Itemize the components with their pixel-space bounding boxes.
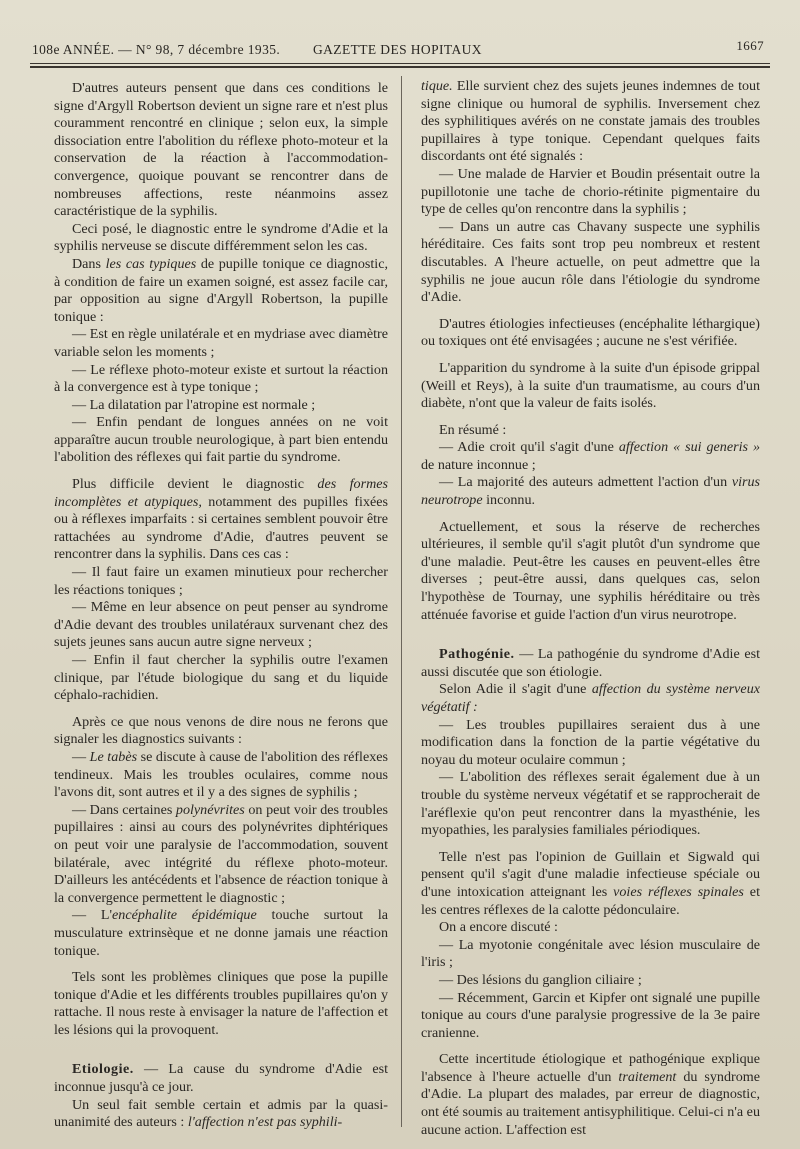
text-run: de pupille tonique ce diagnostic, à condition de faire un examen soigné, est assez facile car, par opposition au signe d'Argyll Robertson, la pupille tonique : <box>54 255 388 325</box>
paragraph: — Enfin il faut chercher la syphilis outre l'examen clinique, par l'étude biologique du sang et du liquide céphalo-rachidien. <box>54 652 388 704</box>
header-journal-title: GAZETTE DES HOPITAUX <box>313 42 482 57</box>
paragraph: — Dans un autre cas Chavany suspecte une syphilis héréditaire. Ces faits sont trop peu nombreux et restent discutables. A l'heure actuelle, on peut admettre que la syphilis ne joue aucun rôle dans l'étiologie du syndrome d'Adie. <box>421 218 760 306</box>
paragraph <box>421 681 760 716</box>
paragraph <box>54 1097 388 1132</box>
header-rule-top <box>30 63 770 64</box>
paragraph: En résumé : <box>439 421 507 438</box>
paragraph: L'apparition du syndrome à la suite d'un épisode grippal (Weill et Reys), à la suite d'un traumatisme, au cours d'un diabète, n'ont que la valeur de faits isolés. <box>421 359 760 412</box>
paragraph <box>421 849 760 919</box>
paragraph <box>54 749 388 802</box>
italic-text: encéphalite épidémique <box>112 907 257 924</box>
paragraph <box>54 907 388 960</box>
paragraph <box>421 1051 760 1139</box>
paragraph: — L'abolition des réflexes serait également due à un trouble du système nerveux végétatif et se rapprocherait de l'aréflexie qu'on peut rencontrer dans la myasthénie, les myopathies, les paralysies familiales périodiques. <box>421 769 760 839</box>
paragraph: — Une malade de Harvier et Boudin présentait outre la pupillotonie une tache de chorio-rétinite pigmentaire du type de celles qu'on rencontre dans la syphilis ; <box>421 165 760 218</box>
page-header <box>30 38 770 62</box>
text-run: notamment des pupilles fixées ou à réflexes imparfaits : si certaines semblent pouvoir être rattachées au syndrome d'Adie, d'autres peuvent se rencontrer dans la syphilis. Dans ces cas : <box>54 493 388 563</box>
paragraph: On a encore discuté : <box>439 919 558 936</box>
text-run: se discute à cause de l'abolition des réflexes tendineux. Mais les troubles oculaires, comme nous l'avons dit, sont autres et il y a des signes de syphilis ; <box>54 748 388 801</box>
paragraph: — Enfin pendant de longues années on ne voit apparaître aucun trouble neurologique, à part bien entendu l'abolition des réflexes qui fait partie du syndrome. <box>54 414 388 466</box>
paragraph: Après ce que nous venons de dire nous ne ferons que signaler les diagnostics suivants : <box>54 713 388 748</box>
paragraph: — Des lésions du ganglion ciliaire ; <box>439 971 642 988</box>
text-run: — La pathogénie du syndrome d'Adie est aussi discutée que son étiologie. <box>421 646 760 680</box>
left-column <box>54 80 388 1132</box>
text-run: Cette incertitude étiologique et pathogénique explique l'absence à l'heure actuelle d'un <box>421 1051 760 1085</box>
text-run: Un seul fait semble certain et admis par la quasi-unanimité des auteurs : <box>54 1096 388 1131</box>
section-heading: Etiologie. <box>72 1061 134 1078</box>
text-run: on peut voir des troubles pupillaires : ainsi au cours des polynévrites diphtériques on peut voir une paralysie de l'accommodation, souvent bilatérale, avec intégrité du réflexe photo-moteur. D'ailleurs les antécédents et l'absence de réaction tonique à la convergence permettent le diagnostic ; <box>54 801 388 906</box>
paragraph <box>54 476 388 564</box>
paragraph <box>421 474 760 509</box>
italic-text: voies réflexes spinales <box>613 883 744 900</box>
text-run: Plus difficile devient le diagnostic <box>72 476 318 493</box>
text-run: — <box>72 748 90 765</box>
paragraph: — Récemment, Garcin et Kipfer ont signalé une pupille tonique au cours d'une paralysie progressive de la 3e paire cranienne. <box>421 989 760 1041</box>
paragraph: — Il faut faire un examen minutieux pour rechercher les réactions toniques ; <box>54 564 388 598</box>
text-run: — Adie croit qu'il s'agit d'une <box>439 439 619 456</box>
paragraph <box>54 802 388 908</box>
text-run: et les centres réflexes de la calotte pédonculaire. <box>421 883 760 918</box>
paragraph: D'autres auteurs pensent que dans ces conditions le signe d'Argyll Robertson devient un signe rare et n'est plus couramment rencontré en clinique ; selon eux, la simple dissociation entre l'abolition du réflexe photo-moteur et la conservation de la réaction à l'accommodation-convergence, quoique pouvant se rencontrer dans de nombreuses affections, reste néanmoins assez caractéristique de la syphilis. <box>54 80 388 220</box>
text-run: Selon Adie il s'agit d'une <box>439 681 592 698</box>
paragraph <box>421 439 760 474</box>
italic-text: virus neurotrope <box>421 474 760 509</box>
italic-text: affection « sui generis » <box>618 439 760 456</box>
text-run: de nature inconnue ; <box>421 456 536 473</box>
paragraph <box>54 256 388 326</box>
text-run: — La cause du syndrome d'Adie est inconnue jusqu'à ce jour. <box>54 1061 388 1096</box>
italic-text: des formes incomplètes et atypiques, <box>54 476 388 510</box>
section-heading: Pathogénie. <box>439 646 515 663</box>
right-column <box>421 78 760 1139</box>
paragraph: Actuellement, et sous la réserve de recherches ultérieures, il semble qu'il s'agit plutôt d'un syndrome que d'une maladie. Peut-être les causes en peuvent-elles être diverses ; peut-être aussi, dans quelques cas, selon l'hypothèse de Tournay, une syphilis héréditaire ou très atténuée favorise et guide l'action d'un virus neurotrope. <box>421 518 760 623</box>
italic-text: Le tabès <box>89 748 138 765</box>
column-divider <box>401 76 402 1127</box>
italic-text: les cas typiques <box>105 255 197 272</box>
header-rule-bottom <box>30 66 770 68</box>
paragraph: — Les troubles pupillaires seraient dus à une modification dans la fonction de la partie végétative du noyau du moteur oculaire commun ; <box>421 716 760 768</box>
paragraph: — La myotonie congénitale avec lésion musculaire de l'iris ; <box>421 936 760 971</box>
italic-text: l'affection n'est pas syphili- <box>187 1114 343 1131</box>
text-run: Elle survient chez des sujets jeunes indemnes de tout signe clinique ou humoral de syphilis. Inversement chez des syphilitiques avérés on ne constate jamais des troubles pupillaires à type tonique. Cependant quelques faits discordants ont été signalés : <box>421 78 760 165</box>
italic-text: traitement <box>618 1068 677 1085</box>
paragraph: — Est en règle unilatérale et en mydriase avec diamètre variable selon les moments ; <box>54 326 388 360</box>
paragraph <box>421 78 760 166</box>
paragraph: D'autres étiologies infectieuses (encéphalite léthargique) ou toxiques ont été envisagées ; aucune ne s'est vérifiée. <box>421 315 760 350</box>
paragraph: — Même en leur absence on peut penser au syndrome d'Adie devant des troubles unilatéraux survenant chez des sujets jeunes sans aucun autre signe nerveux ; <box>54 599 388 651</box>
text-run: du syndrome d'Adie. La plupart des malades, par erreur de diagnostic, ont été soumis au traitement antisyphilitique. Celui-ci n'a eu aucune action. L'affection est <box>421 1068 760 1138</box>
text-run: — Dans certaines <box>72 801 176 818</box>
text-run: inconnu. <box>482 492 536 509</box>
text-run: — La majorité des auteurs admettent l'action d'un <box>439 474 732 491</box>
paragraph: — La dilatation par l'atropine est normale ; <box>72 396 316 413</box>
text-run: Dans <box>72 255 106 272</box>
italic-text: tique. <box>421 78 453 94</box>
italic-text: affection du système nerveux végétatif : <box>421 681 760 715</box>
paragraph: Tels sont les problèmes cliniques que pose la pupille tonique d'Adie et les différents troubles pupillaires qu'on y rattache. Il nous reste à envisager la nature de l'affection et les lésions qui la provoquent. <box>54 969 388 1038</box>
text-run: touche surtout la musculature extrinsèque et ne donne jamais une réaction tonique. <box>54 907 388 959</box>
header-issue: 108e ANNÉE. — N° 98, 7 décembre 1935. <box>32 42 281 57</box>
text-run: — L' <box>72 907 113 924</box>
section-heading-paragraph <box>54 1061 388 1096</box>
text-run: Telle n'est pas l'opinion de Guillain et Sigwald qui pensent qu'il s'agit d'une maladie infectieuse spéciale ou d'une intoxication atteignant les <box>421 848 760 900</box>
paragraph: — Le réflexe photo-moteur existe et surtout la réaction à la convergence est à type tonique ; <box>54 361 388 396</box>
italic-text: polynévrites <box>175 801 245 818</box>
page-number: 1667 <box>736 38 764 53</box>
section-heading-paragraph <box>421 646 760 681</box>
paragraph: Ceci posé, le diagnostic entre le syndrome d'Adie et la syphilis nerveuse se discute différemment selon les cas. <box>54 220 388 255</box>
